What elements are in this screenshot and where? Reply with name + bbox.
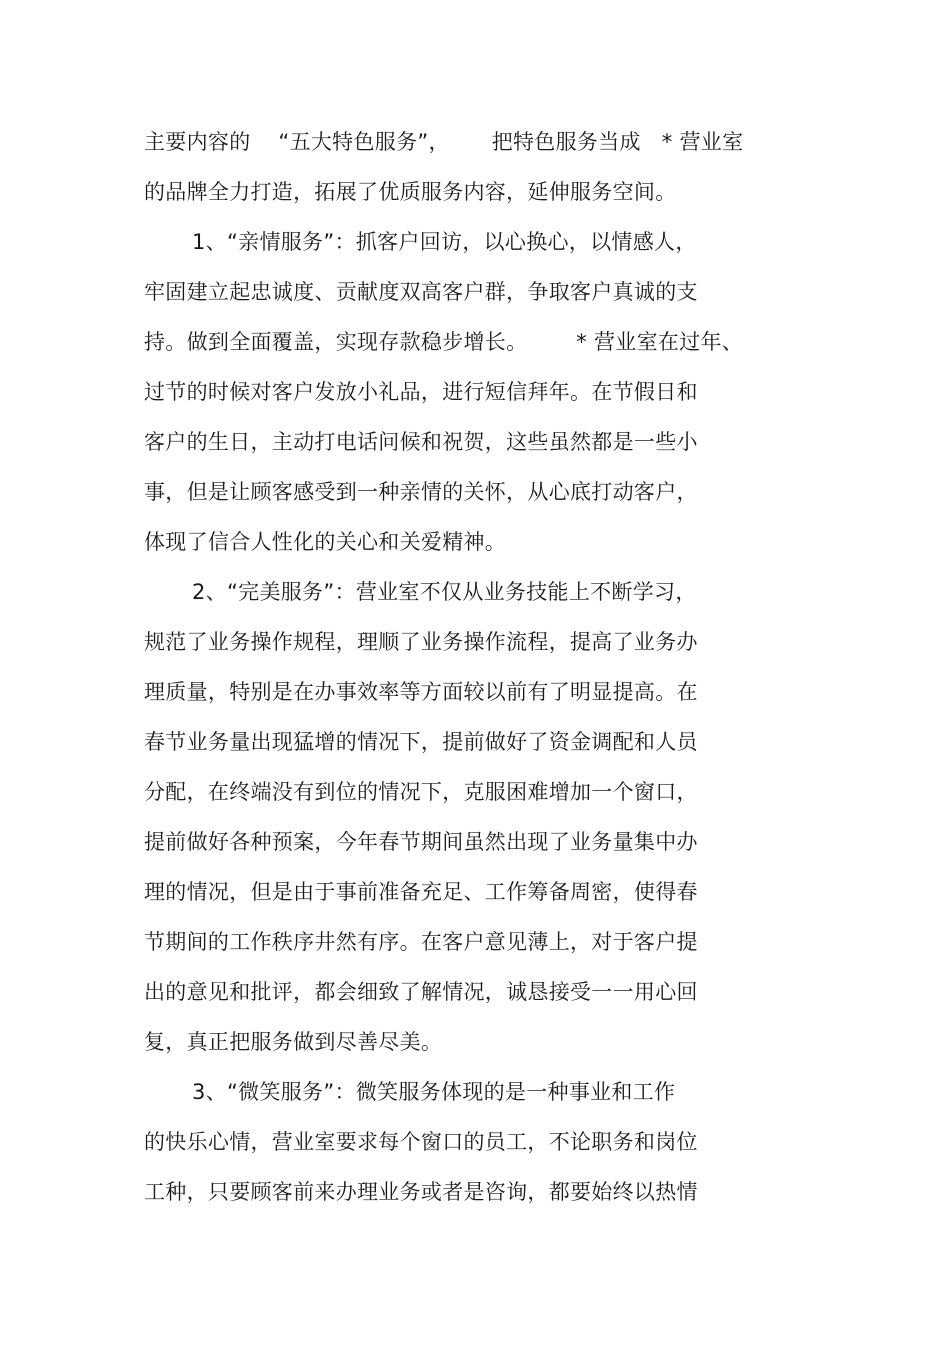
text-line: 的品牌全力打造，拓展了优质服务内容，延伸服务空间。 bbox=[144, 180, 677, 204]
text-line: 提前做好各种预案，今年春节期间虽然出现了业务量集中办 bbox=[144, 830, 698, 854]
text-line: 2、“完美服务”：营业室不仅从业务技能上不断学习， bbox=[192, 580, 697, 604]
text-line: 体现了信合人性化的关心和关爱精神。 bbox=[144, 530, 507, 554]
text-line: 理质量，特别是在办事效率等方面较以前有了明显提高。在 bbox=[144, 680, 698, 704]
text-line: 牢固建立起忠诚度、贡献度双高客户群，争取客户真诚的支 bbox=[144, 280, 698, 304]
text-line: 主要内容的 “五大特色服务”， 把特色服务当成 * 营业室 bbox=[144, 130, 744, 154]
text-line: 过节的时候对客户发放小礼品，进行短信拜年。在节假日和 bbox=[144, 380, 698, 404]
text-line: 春节业务量出现猛增的情况下，提前做好了资金调配和人员 bbox=[144, 730, 698, 754]
text-line: 客户的生日，主动打电话问候和祝贺，这些虽然都是一些小 bbox=[144, 430, 698, 454]
text-line: 3、“微笑服务”：微笑服务体现的是一种事业和工作 bbox=[192, 1080, 676, 1104]
text-line: 的快乐心情，营业室要求每个窗口的员工，不论职务和岗位 bbox=[144, 1130, 698, 1154]
text-line: 事，但是让顾客感受到一种亲情的关怀，从心底打动客户， bbox=[144, 480, 698, 504]
text-line: 工种，只要顾客前来办理业务或者是咨询，都要始终以热情 bbox=[144, 1180, 698, 1204]
text-line: 节期间的工作秩序井然有序。在客户意见薄上，对于客户提 bbox=[144, 930, 698, 954]
text-line: 理的情况，但是由于事前准备充足、工作筹备周密，使得春 bbox=[144, 880, 698, 904]
text-line: 1、“亲情服务”：抓客户回访，以心换心，以情感人， bbox=[192, 230, 697, 254]
text-line: 出的意见和批评，都会细致了解情况，诚恳接受一一用心回 bbox=[144, 980, 698, 1004]
text-line: 分配，在终端没有到位的情况下，克服困难增加一个窗口， bbox=[144, 780, 698, 804]
text-line: 规范了业务操作规程，理顺了业务操作流程，提高了业务办 bbox=[144, 630, 698, 654]
text-line: 持。做到全面覆盖，实现存款稳步增长。 * 营业室在过年、 bbox=[144, 330, 744, 354]
text-line: 复，真正把服务做到尽善尽美。 bbox=[144, 1030, 443, 1054]
